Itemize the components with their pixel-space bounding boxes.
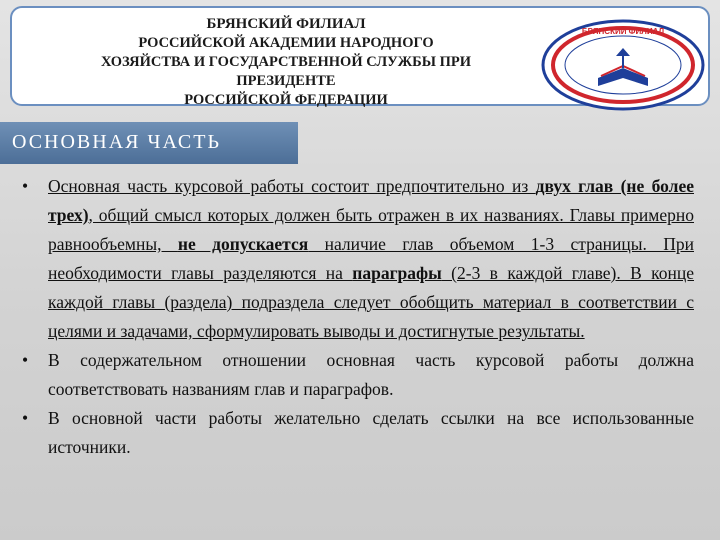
- bullet-1-emphasis: двух глав (не более трех): [48, 176, 694, 225]
- bullet-1-emphasis: не допускается: [177, 234, 309, 254]
- bullet-item: [22, 404, 694, 462]
- bullet-item: [22, 172, 694, 346]
- academy-logo: [538, 16, 708, 112]
- bullet-1-text-part: Основная часть курсовой работы состоит предпочтительно из: [48, 176, 536, 196]
- bullet-1-text-part: наличие глав объемом 1-3 страницы. При необходимости главы разделяются на: [48, 234, 694, 283]
- bullet-3-text: В основной части работы желательно сделать ссылки на все использованные источники.: [48, 408, 694, 457]
- section-banner: [0, 122, 298, 164]
- bullet-1-text-part: , общий смысл которых должен быть отражен в их названиях. Главы примерно равнообъемны,: [48, 205, 694, 254]
- header-title-line-4: ПРЕЗИДЕНТЕ: [236, 73, 336, 89]
- bullet-marker: •: [22, 176, 29, 196]
- bullet-1-emphasis: параграфы: [352, 263, 442, 283]
- bullet-marker: •: [22, 350, 29, 370]
- bullet-item: [22, 346, 694, 404]
- bullet-1-text-part: [162, 234, 178, 254]
- bullet-2-text: В содержательном отношении основная часть курсовой работы должна соответствовать названиям глав и параграфов.: [48, 350, 694, 399]
- header-title-line-3: ХОЗЯЙСТВА И ГОСУДАРСТВЕННОЙ СЛУЖБЫ ПРИ: [100, 54, 471, 70]
- header-title-line-2: РОССИЙСКОЙ АКАДЕМИИ НАРОДНОГО: [138, 35, 434, 51]
- bullet-marker: •: [22, 408, 29, 428]
- logo-text: БРЯНСКИЙ ФИЛИАЛ: [581, 27, 665, 36]
- header-box: [10, 6, 710, 106]
- section-title: ОСНОВНАЯ ЧАСТЬ: [12, 131, 221, 153]
- header-title: [26, 14, 546, 110]
- bullet-1-text-part: (2-3 в каждой главе). В конце каждой главы (раздела) подраздела следует обобщить материал в соответствии с целями и задачами, сформулировать выводы и достигнутые результаты.: [48, 263, 694, 341]
- header-title-line-1: БРЯНСКИЙ ФИЛИАЛ: [206, 16, 366, 32]
- header-title-line-5: РОССИЙСКОЙ ФЕДЕРАЦИИ: [184, 92, 388, 108]
- content-body: [22, 172, 694, 462]
